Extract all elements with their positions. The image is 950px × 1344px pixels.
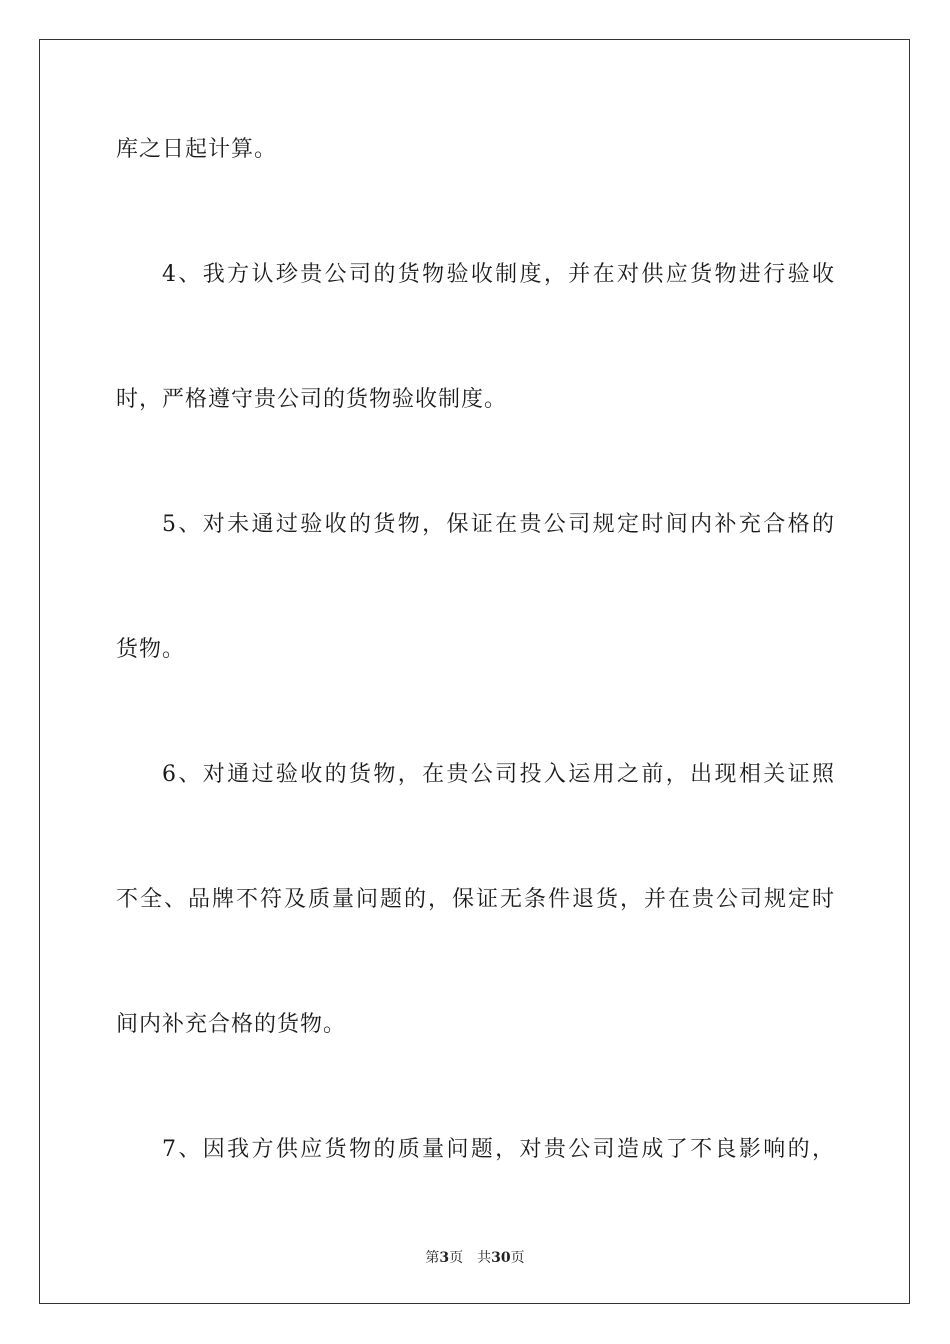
text-line-6: 6、对通过验收的货物，在贵公司投入运用之前，出现相关证照 — [162, 762, 834, 787]
page-number: 3 — [439, 1250, 450, 1266]
text-line-7: 不全、品牌不符及质量问题的，保证无条件退货，并在贵公司规定时 — [116, 887, 834, 912]
text-line-2: 4、我方认珍贵公司的货物验收制度，并在对供应货物进行验收 — [162, 262, 834, 287]
text-line-8: 间内补充合格的货物。 — [116, 1012, 347, 1037]
page-border — [39, 39, 910, 1304]
text-line-1: 库之日起计算。 — [116, 137, 278, 162]
page-suffix: 页 — [449, 1250, 464, 1266]
text-line-3: 时，严格遵守贵公司的货物验收制度。 — [116, 387, 508, 412]
total-pages: 30 — [491, 1250, 511, 1266]
page-prefix: 第 — [425, 1250, 440, 1266]
total-suffix: 页 — [510, 1250, 525, 1266]
text-line-5: 货物。 — [116, 637, 186, 662]
page-footer — [0, 1248, 950, 1268]
text-line-9: 7、因我方供应货物的质量问题，对贵公司造成了不良影响的， — [162, 1137, 834, 1162]
text-line-4: 5、对未通过验收的货物，保证在贵公司规定时间内补充合格的 — [162, 512, 834, 537]
total-prefix: 共 — [477, 1250, 492, 1266]
